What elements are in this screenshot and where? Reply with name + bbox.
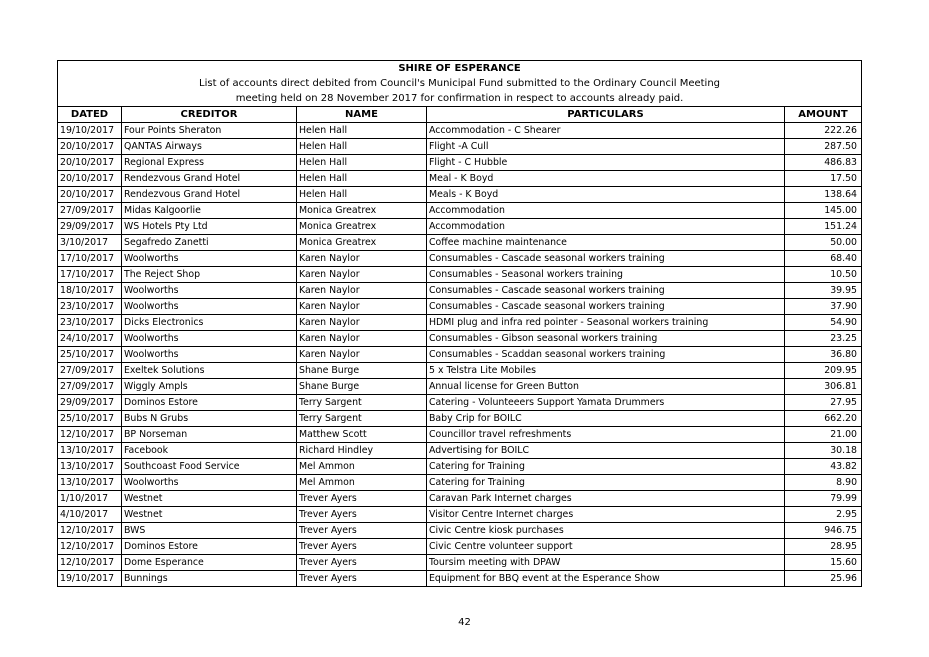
cell-amount: 662.20 [785, 411, 862, 427]
cell-dated: 20/10/2017 [58, 171, 122, 187]
cell-particulars: Councillor travel refreshments [427, 427, 785, 443]
cell-name: Karen Naylor [297, 251, 427, 267]
cell-particulars: Visitor Centre Internet charges [427, 507, 785, 523]
cell-creditor: Dicks Electronics [122, 315, 297, 331]
table-row [58, 187, 862, 203]
table-row [58, 331, 862, 347]
table-row [58, 203, 862, 219]
cell-creditor: Rendezvous Grand Hotel [122, 171, 297, 187]
table-row [58, 459, 862, 475]
table-row [58, 267, 862, 283]
cell-creditor: BP Norseman [122, 427, 297, 443]
cell-dated: 29/09/2017 [58, 395, 122, 411]
cell-amount: 306.81 [785, 379, 862, 395]
cell-amount: 25.96 [785, 571, 862, 587]
cell-name: Richard Hindley [297, 443, 427, 459]
cell-dated: 4/10/2017 [58, 507, 122, 523]
subtitle-line-1: List of accounts direct debited from Council's Municipal Fund submitted to the Ordinary Council Meeting [58, 76, 862, 91]
cell-dated: 23/10/2017 [58, 315, 122, 331]
cell-dated: 13/10/2017 [58, 459, 122, 475]
cell-amount: 17.50 [785, 171, 862, 187]
cell-creditor: Rendezvous Grand Hotel [122, 187, 297, 203]
cell-particulars: Accommodation [427, 203, 785, 219]
cell-dated: 24/10/2017 [58, 331, 122, 347]
cell-dated: 12/10/2017 [58, 427, 122, 443]
cell-dated: 27/09/2017 [58, 379, 122, 395]
cell-dated: 19/10/2017 [58, 571, 122, 587]
cell-name: Karen Naylor [297, 267, 427, 283]
cell-amount: 54.90 [785, 315, 862, 331]
cell-amount: 2.95 [785, 507, 862, 523]
column-header-particulars: PARTICULARS [427, 107, 785, 123]
cell-name: Karen Naylor [297, 331, 427, 347]
cell-creditor: Dome Esperance [122, 555, 297, 571]
accounts-document [57, 60, 861, 587]
cell-name: Helen Hall [297, 155, 427, 171]
cell-dated: 23/10/2017 [58, 299, 122, 315]
cell-particulars: Advertising for BOILC [427, 443, 785, 459]
cell-name: Trever Ayers [297, 539, 427, 555]
cell-amount: 27.95 [785, 395, 862, 411]
cell-particulars: Caravan Park Internet charges [427, 491, 785, 507]
table-row [58, 379, 862, 395]
table-row [58, 571, 862, 587]
subtitle-row-2 [58, 91, 862, 107]
cell-particulars: Flight -A Cull [427, 139, 785, 155]
cell-particulars: Baby Crip for BOILC [427, 411, 785, 427]
cell-creditor: WS Hotels Pty Ltd [122, 219, 297, 235]
cell-amount: 10.50 [785, 267, 862, 283]
cell-amount: 36.80 [785, 347, 862, 363]
table-row [58, 315, 862, 331]
cell-dated: 29/09/2017 [58, 219, 122, 235]
cell-name: Terry Sargent [297, 395, 427, 411]
table-row [58, 507, 862, 523]
cell-amount: 68.40 [785, 251, 862, 267]
cell-name: Karen Naylor [297, 283, 427, 299]
cell-amount: 486.83 [785, 155, 862, 171]
cell-particulars: Coffee machine maintenance [427, 235, 785, 251]
cell-dated: 19/10/2017 [58, 123, 122, 139]
cell-particulars: Catering for Training [427, 475, 785, 491]
table-row [58, 363, 862, 379]
cell-amount: 21.00 [785, 427, 862, 443]
subtitle-row-1 [58, 76, 862, 91]
cell-dated: 27/09/2017 [58, 203, 122, 219]
cell-creditor: Regional Express [122, 155, 297, 171]
table-row [58, 523, 862, 539]
cell-particulars: Accommodation [427, 219, 785, 235]
cell-creditor: BWS [122, 523, 297, 539]
cell-particulars: Consumables - Cascade seasonal workers training [427, 299, 785, 315]
cell-particulars: Consumables - Seasonal workers training [427, 267, 785, 283]
cell-name: Terry Sargent [297, 411, 427, 427]
cell-particulars: Consumables - Cascade seasonal workers training [427, 283, 785, 299]
cell-name: Trever Ayers [297, 523, 427, 539]
cell-creditor: Bubs N Grubs [122, 411, 297, 427]
cell-dated: 27/09/2017 [58, 363, 122, 379]
cell-creditor: Woolworths [122, 475, 297, 491]
cell-particulars: Consumables - Scaddan seasonal workers training [427, 347, 785, 363]
column-header-dated: DATED [58, 107, 122, 123]
cell-name: Matthew Scott [297, 427, 427, 443]
cell-dated: 18/10/2017 [58, 283, 122, 299]
table-row [58, 555, 862, 571]
cell-amount: 222.26 [785, 123, 862, 139]
table-row [58, 491, 862, 507]
cell-particulars: Annual license for Green Button [427, 379, 785, 395]
cell-particulars: Civic Centre volunteer support [427, 539, 785, 555]
cell-amount: 287.50 [785, 139, 862, 155]
cell-name: Helen Hall [297, 187, 427, 203]
cell-name: Mel Ammon [297, 475, 427, 491]
cell-creditor: Southcoast Food Service [122, 459, 297, 475]
cell-particulars: 5 x Telstra Lite Mobiles [427, 363, 785, 379]
cell-particulars: Toursim meeting with DPAW [427, 555, 785, 571]
table-row [58, 347, 862, 363]
table-row [58, 411, 862, 427]
cell-dated: 20/10/2017 [58, 187, 122, 203]
cell-amount: 37.90 [785, 299, 862, 315]
organisation-title: SHIRE OF ESPERANCE [58, 61, 862, 77]
accounts-table [57, 60, 862, 587]
cell-name: Helen Hall [297, 139, 427, 155]
cell-creditor: Dominos Estore [122, 395, 297, 411]
cell-particulars: Catering - Volunteeers Support Yamata Drummers [427, 395, 785, 411]
cell-creditor: QANTAS Airways [122, 139, 297, 155]
table-row [58, 475, 862, 491]
cell-amount: 138.64 [785, 187, 862, 203]
table-row [58, 219, 862, 235]
cell-amount: 946.75 [785, 523, 862, 539]
cell-dated: 1/10/2017 [58, 491, 122, 507]
cell-name: Monica Greatrex [297, 235, 427, 251]
cell-amount: 50.00 [785, 235, 862, 251]
cell-particulars: Meals - K Boyd [427, 187, 785, 203]
cell-dated: 13/10/2017 [58, 475, 122, 491]
cell-creditor: Woolworths [122, 299, 297, 315]
cell-dated: 17/10/2017 [58, 267, 122, 283]
cell-creditor: Segafredo Zanetti [122, 235, 297, 251]
cell-particulars: Accommodation - C Shearer [427, 123, 785, 139]
column-header-row [58, 107, 862, 123]
column-header-amount: AMOUNT [785, 107, 862, 123]
cell-creditor: Wiggly Ampls [122, 379, 297, 395]
cell-creditor: Facebook [122, 443, 297, 459]
cell-particulars: Civic Centre kiosk purchases [427, 523, 785, 539]
cell-creditor: Dominos Estore [122, 539, 297, 555]
cell-creditor: Four Points Sheraton [122, 123, 297, 139]
table-row [58, 539, 862, 555]
cell-creditor: Woolworths [122, 283, 297, 299]
cell-creditor: Bunnings [122, 571, 297, 587]
table-row [58, 299, 862, 315]
cell-particulars: Meal - K Boyd [427, 171, 785, 187]
cell-amount: 209.95 [785, 363, 862, 379]
cell-amount: 8.90 [785, 475, 862, 491]
cell-creditor: Exeltek Solutions [122, 363, 297, 379]
cell-dated: 25/10/2017 [58, 411, 122, 427]
table-row [58, 139, 862, 155]
cell-amount: 15.60 [785, 555, 862, 571]
cell-name: Helen Hall [297, 171, 427, 187]
cell-creditor: Woolworths [122, 251, 297, 267]
cell-name: Trever Ayers [297, 507, 427, 523]
cell-dated: 17/10/2017 [58, 251, 122, 267]
cell-amount: 23.25 [785, 331, 862, 347]
cell-creditor: Westnet [122, 507, 297, 523]
table-body [58, 123, 862, 587]
cell-particulars: Consumables - Cascade seasonal workers training [427, 251, 785, 267]
cell-particulars: HDMI plug and infra red pointer - Seasonal workers training [427, 315, 785, 331]
cell-dated: 20/10/2017 [58, 155, 122, 171]
column-header-creditor: CREDITOR [122, 107, 297, 123]
table-row [58, 395, 862, 411]
column-header-name: NAME [297, 107, 427, 123]
table-row [58, 443, 862, 459]
table-row [58, 283, 862, 299]
cell-name: Mel Ammon [297, 459, 427, 475]
cell-particulars: Equipment for BBQ event at the Esperance Show [427, 571, 785, 587]
cell-amount: 145.00 [785, 203, 862, 219]
cell-dated: 13/10/2017 [58, 443, 122, 459]
table-row [58, 155, 862, 171]
cell-creditor: The Reject Shop [122, 267, 297, 283]
cell-amount: 43.82 [785, 459, 862, 475]
cell-dated: 12/10/2017 [58, 555, 122, 571]
cell-dated: 12/10/2017 [58, 539, 122, 555]
cell-particulars: Flight - C Hubble [427, 155, 785, 171]
cell-particulars: Consumables - Gibson seasonal workers training [427, 331, 785, 347]
cell-name: Monica Greatrex [297, 203, 427, 219]
cell-dated: 25/10/2017 [58, 347, 122, 363]
subtitle-line-2: meeting held on 28 November 2017 for confirmation in respect to accounts already paid. [58, 91, 862, 107]
cell-amount: 30.18 [785, 443, 862, 459]
cell-name: Shane Burge [297, 363, 427, 379]
cell-dated: 20/10/2017 [58, 139, 122, 155]
cell-name: Monica Greatrex [297, 219, 427, 235]
cell-amount: 151.24 [785, 219, 862, 235]
cell-name: Trever Ayers [297, 555, 427, 571]
cell-amount: 39.95 [785, 283, 862, 299]
table-row [58, 427, 862, 443]
cell-name: Shane Burge [297, 379, 427, 395]
cell-name: Karen Naylor [297, 299, 427, 315]
cell-creditor: Westnet [122, 491, 297, 507]
cell-name: Trever Ayers [297, 491, 427, 507]
cell-name: Helen Hall [297, 123, 427, 139]
table-row [58, 251, 862, 267]
cell-particulars: Catering for Training [427, 459, 785, 475]
table-row [58, 235, 862, 251]
cell-dated: 12/10/2017 [58, 523, 122, 539]
cell-name: Karen Naylor [297, 347, 427, 363]
cell-creditor: Woolworths [122, 347, 297, 363]
cell-dated: 3/10/2017 [58, 235, 122, 251]
cell-amount: 79.99 [785, 491, 862, 507]
cell-creditor: Woolworths [122, 331, 297, 347]
table-row [58, 123, 862, 139]
cell-name: Trever Ayers [297, 571, 427, 587]
table-row [58, 171, 862, 187]
title-row [58, 61, 862, 77]
cell-creditor: Midas Kalgoorlie [122, 203, 297, 219]
page-number: 42 [458, 617, 471, 628]
cell-name: Karen Naylor [297, 315, 427, 331]
cell-amount: 28.95 [785, 539, 862, 555]
